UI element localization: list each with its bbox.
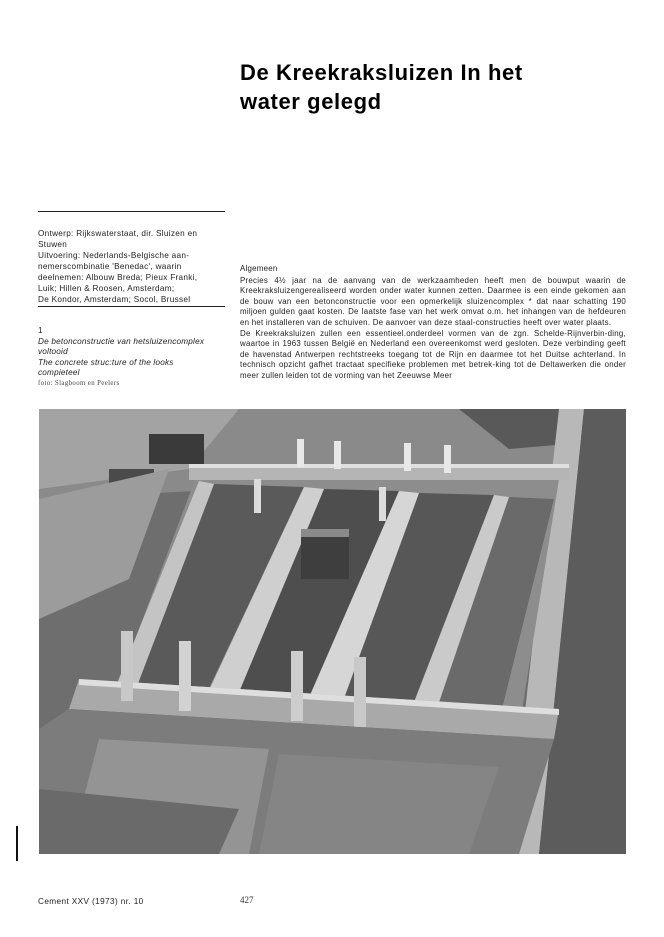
journal-reference: Cement XXV (1973) nr. 10 (38, 897, 144, 906)
body-paragraph: De Kreekraksluizen zullen een essentieel.onderdeel vormen van de zgn. Schelde-Rijnverbin-ding, waartoe in 1963 tussen België en Nederland een overeenkomst werd gesloten. Deze verbinding geeft de havenstad Antwerpen rechtstreeks toegang tot de Rijn en daarmee tot het Duitse achterland. In technisch opzicht gafhet tractaat specifieke problemen met betrek-king tot de Deltawerken die onder meer zullen leiden tot de vorming van het Zeeuwse Meer (240, 328, 626, 380)
credits-line: Luik; Hillen & Roosen, Amsterdam; (38, 284, 175, 293)
figure-number: 1 (38, 326, 43, 335)
credits-line: Ontwerp: Rijkswaterstaat, dir. Sluizen en (38, 229, 198, 238)
body-paragraph: Precies 4½ jaar na de aanvang van de werkzaamheden heeft men de bouwput waarin de Kreekraksluizengerealiseerd worden onder water kunnen zetten. Daarmee is een einde gekomen aan de bouw van een betonconstructie voor een opmerkelijk sluizencomplex * dat naar schatting 190 miljoen gulden gaat kosten. De laatste fase van het werk omvat o.m. het inhangen van de hefdeuren en het installeren van de schuiven. De aanvoer van deze staal-constructies heeft over water plaats. (240, 275, 626, 327)
credits-line: Stuwen (38, 240, 68, 249)
credits-top-rule (38, 211, 225, 212)
credits-line: deelnemen: Albouw Breda; Pieux Franki, (38, 273, 198, 282)
article-title-line-2: water gelegd (240, 89, 382, 114)
page-number: 427 (240, 895, 254, 905)
project-credits (38, 228, 230, 305)
credits-line: De Kondor, Amsterdam; Socol, Brussel (38, 295, 191, 304)
section-heading: Algemeen (240, 264, 278, 273)
lock-complex-photo-drawing (39, 409, 626, 854)
caption-english: The concrete struc:ture of the looks compieteel (38, 357, 174, 378)
credits-line: nemerscombinatie 'Benedac', waarin (38, 262, 182, 271)
article-body (240, 264, 626, 382)
credits-bottom-rule (38, 306, 225, 307)
aerial-photograph (39, 409, 626, 854)
article-title (240, 58, 640, 116)
article-title-line-1: De Kreekraksluizen In het (240, 60, 523, 85)
figure-caption (38, 326, 238, 390)
photo-credit: foto: Slagboom en Peelers (38, 379, 120, 387)
credits-line: Uitvoering: Nederlands-Belgische aan- (38, 251, 190, 260)
margin-bar (16, 826, 18, 861)
caption-dutch: De betonconstructie van hetsluizencomplex voltooid (38, 336, 205, 357)
